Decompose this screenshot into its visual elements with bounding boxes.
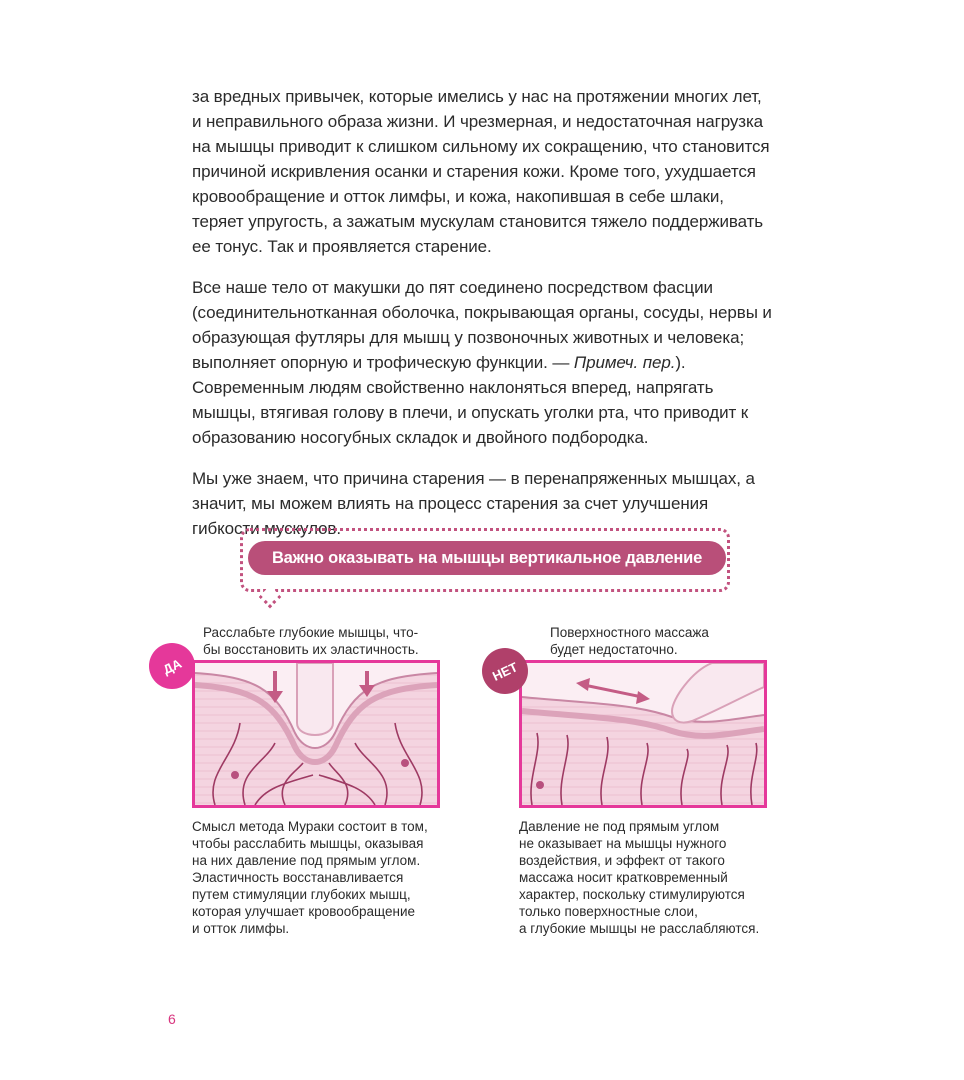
no-panel-description: Давление не под прямым углом не оказывает на мышцы нужного воздействия, и эффект от такого массажа носит кратковременный характер, поскольку стимулируются только поверхностные слои, а глубокие мышцы не расслабляются.: [519, 819, 760, 936]
yes-panel-description: Смысл метода Мураки состоит в том, чтобы расслабить мышцы, оказывая на них давление под прямым углом. Эластичность восстанавливается путем стимуляции глубоких мышц, которая улучшает кровообращение и отток лимфы.: [192, 819, 428, 936]
yes-badge: [149, 643, 195, 689]
paragraph-text-tail: ). Современным людям свойственно наклоняться вперед, напрягать мышцы, втягивая голову в плечи, и опускать уголки рта, что приводит к образованию носогубных складок и двойного подбородка.: [192, 353, 753, 447]
no-illustration: [519, 660, 767, 808]
no-badge-label: НЕТ: [490, 658, 520, 684]
page-number: 6: [168, 1011, 176, 1027]
paragraph-text: Мы уже знаем, что причина старения — в перенапряженных мышцах, а значит, мы можем влиять на процесс старения за счет улучшения гибкости мускулов.: [192, 469, 760, 538]
yes-illustration: [192, 660, 440, 808]
paragraph-text: Все наше тело от макушки до пят соединено посредством фасции (соединительнотканная оболочка, покрывающая органы, сосуды, нервы и образующая футляры для мышц у позвоночных животных и человека; выполняет опорную и трофическую функции. —: [192, 278, 777, 372]
translator-note: Примеч. пер.: [573, 353, 676, 372]
yes-panel-caption: Расслабьте глубокие мышцы, что- бы восстановить их эластичность.: [203, 625, 419, 657]
body-text: [192, 84, 777, 557]
paragraph-text: за вредных привычек, которые имелись у нас на протяжении многих лет, и неправильного образа жизни. И чрезмерная, и недостаточная нагрузка на мышцы приводит к слишком сильному их сокращению, что становится причиной искривления осанки и старения кожи. Кроме того, ухудшается кровообращение и отток лимфы, и кожа, накопившая в себе шлаки, теряет упругость, а зажатым мускулам становится тяжело поддерживать ее тонус. Так и проявляется старение.: [192, 87, 775, 256]
vertical-pressure-illustration: [195, 663, 437, 805]
no-panel-caption: Поверхностного массажа будет недостаточно.: [550, 625, 709, 657]
yes-badge-label: ДА: [160, 655, 184, 677]
paragraph: [192, 275, 777, 450]
no-badge: [482, 648, 528, 694]
paragraph: [192, 84, 774, 259]
surface-massage-illustration: [522, 663, 764, 805]
callout-title: Важно оказывать на мышцы вертикальное давление: [248, 541, 726, 575]
